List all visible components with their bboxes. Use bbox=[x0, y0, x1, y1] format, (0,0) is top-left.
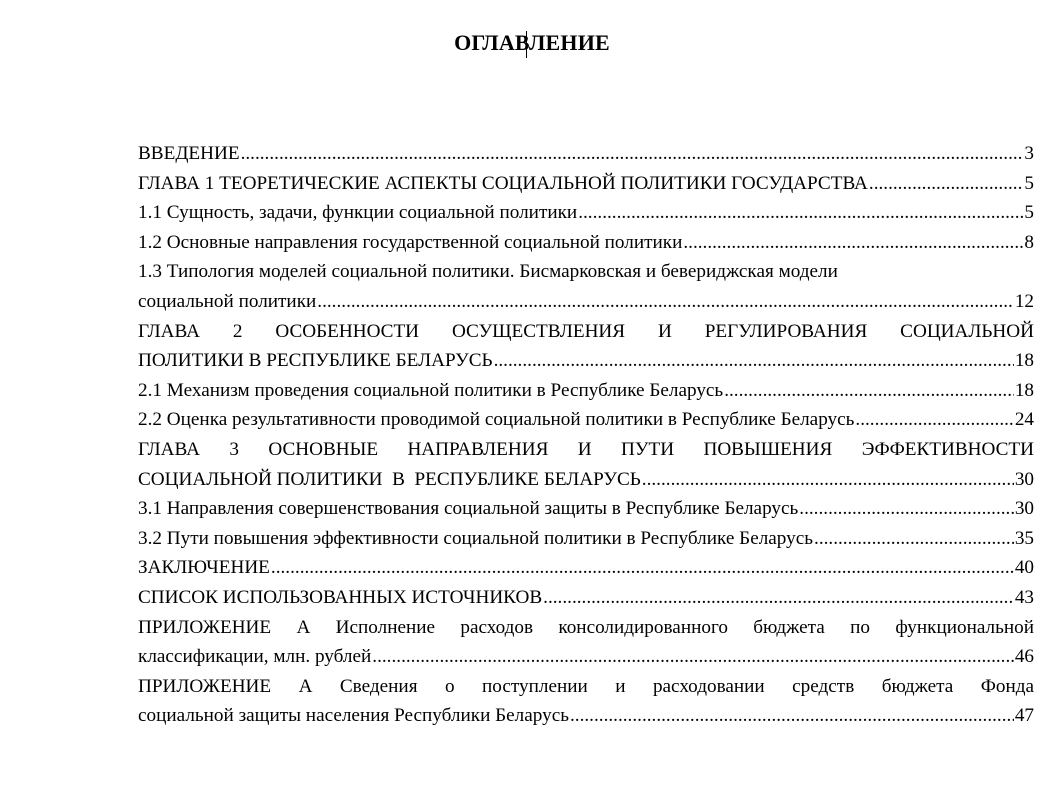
toc-entry-label: ВВЕДЕНИЕ bbox=[138, 143, 240, 164]
toc-page-number: 43 bbox=[1014, 586, 1034, 608]
toc-entry-section-3-1[interactable] bbox=[138, 494, 1034, 524]
table-of-contents bbox=[138, 139, 1034, 731]
toc-entry-conclusion[interactable] bbox=[138, 553, 1034, 583]
toc-page-number: 5 bbox=[1024, 202, 1034, 224]
toc-entry-label-line1: ПРИЛОЖЕНИЕ А Исполнение расходов консолидированного бюджета по функциональной bbox=[138, 616, 1034, 638]
toc-entry-label: 3.2 Пути повышения эффективности социальной политики в Республике Беларусь bbox=[138, 527, 814, 549]
toc-entry-label-line1: ГЛАВА 3 ОСНОВНЫЕ НАПРАВЛЕНИЯ И ПУТИ ПОВЫШЕНИЯ ЭФФЕКТИВНОСТИ bbox=[138, 438, 1034, 460]
toc-entry-label-line2: социальной защиты населения Республики Беларусь bbox=[138, 705, 569, 727]
toc-entry-appendix-a-2[interactable] bbox=[138, 672, 1034, 731]
toc-entry-chapter-2[interactable] bbox=[138, 317, 1034, 376]
toc-entry-appendix-a-1[interactable] bbox=[138, 613, 1034, 672]
toc-entry-label-line2: ПОЛИТИКИ В РЕСПУБЛИКЕ БЕЛАРУСЬ bbox=[138, 350, 493, 372]
toc-entry-label-line2: классификации, млн. рублей bbox=[138, 646, 372, 668]
toc-page-number: 30 bbox=[1014, 468, 1034, 490]
toc-entry-chapter-3[interactable] bbox=[138, 435, 1034, 494]
toc-entry-section-1-1[interactable] bbox=[138, 198, 1034, 228]
toc-entry-section-2-2[interactable] bbox=[138, 405, 1034, 435]
toc-entry-chapter-1[interactable] bbox=[138, 169, 1034, 199]
dot-leader bbox=[683, 228, 1023, 258]
dot-leader bbox=[814, 524, 1014, 554]
toc-page-number: 35 bbox=[1014, 527, 1034, 549]
toc-page-number: 24 bbox=[1014, 409, 1034, 431]
toc-entry-introduction[interactable] bbox=[138, 139, 1034, 169]
toc-entry-label-line2: СОЦИАЛЬНОЙ ПОЛИТИКИ В РЕСПУБЛИКЕ БЕЛАРУСЬ bbox=[138, 468, 641, 490]
toc-page-number: 47 bbox=[1014, 705, 1034, 727]
toc-entry-label: ЗАКЛЮЧЕНИЕ bbox=[138, 557, 270, 579]
toc-entry-section-1-3[interactable] bbox=[138, 257, 1034, 316]
page-title: ОГЛАВЛЕНИЕ bbox=[454, 30, 610, 55]
toc-entry-label: СПИСОК ИСПОЛЬЗОВАННЫХ ИСТОЧНИКОВ bbox=[138, 586, 543, 608]
toc-page-number: 18 bbox=[1014, 379, 1034, 401]
toc-entry-section-3-2[interactable] bbox=[138, 524, 1034, 554]
dot-leader bbox=[724, 376, 1014, 406]
toc-entry-label: 1.1 Сущность, задачи, функции социальной политики bbox=[138, 202, 578, 224]
dot-leader bbox=[543, 583, 1014, 613]
toc-page-number: 8 bbox=[1024, 231, 1034, 253]
toc-entry-section-1-2[interactable] bbox=[138, 228, 1034, 258]
toc-page-number: 12 bbox=[1014, 290, 1034, 312]
dot-leader bbox=[241, 139, 1024, 169]
toc-entry-label-line1: 1.3 Типология моделей социальной политики. Бисмарковская и бевериджская модели bbox=[138, 261, 838, 283]
toc-entry-label: 2.2 Оценка результативности проводимой социальной политики в Республике Беларусь bbox=[138, 409, 855, 431]
dot-leader bbox=[372, 642, 1014, 672]
dot-leader bbox=[317, 287, 1014, 317]
toc-entry-label: 3.1 Направления совершенствования социальной защиты в Республике Беларусь bbox=[138, 498, 799, 520]
dot-leader bbox=[570, 701, 1014, 731]
toc-entry-references[interactable] bbox=[138, 583, 1034, 613]
dot-leader bbox=[271, 553, 1014, 583]
dot-leader bbox=[869, 169, 1024, 199]
dot-leader bbox=[799, 494, 1014, 524]
toc-entry-label-line1: ГЛАВА 2 ОСОБЕННОСТИ ОСУЩЕСТВЛЕНИЯ И РЕГУЛИРОВАНИЯ СОЦИАЛЬНОЙ bbox=[138, 320, 1034, 342]
toc-page-number: 3 bbox=[1024, 143, 1034, 164]
dot-leader bbox=[494, 346, 1014, 376]
toc-entry-label: 2.1 Механизм проведения социальной политики в Республике Беларусь bbox=[138, 379, 724, 401]
toc-page-number: 46 bbox=[1014, 646, 1034, 668]
toc-entry-section-2-1[interactable] bbox=[138, 376, 1034, 406]
toc-page-number: 18 bbox=[1014, 350, 1034, 372]
dot-leader bbox=[642, 465, 1014, 495]
toc-entry-label: ГЛАВА 1 ТЕОРЕТИЧЕСКИЕ АСПЕКТЫ СОЦИАЛЬНОЙ ПОЛИТИКИ ГОСУДАРСТВА bbox=[138, 172, 868, 194]
toc-page-number: 5 bbox=[1024, 172, 1034, 194]
toc-entry-label-line2: социальной политики bbox=[138, 290, 317, 312]
dot-leader bbox=[855, 405, 1013, 435]
toc-page-number: 40 bbox=[1014, 557, 1034, 579]
toc-page-number: 30 bbox=[1014, 498, 1034, 520]
dot-leader bbox=[578, 198, 1023, 228]
toc-entry-label-line1: ПРИЛОЖЕНИЕ А Сведения о поступлении и расходовании средств бюджета Фонда bbox=[138, 675, 1034, 697]
toc-entry-label: 1.2 Основные направления государственной социальной политики bbox=[138, 231, 683, 253]
